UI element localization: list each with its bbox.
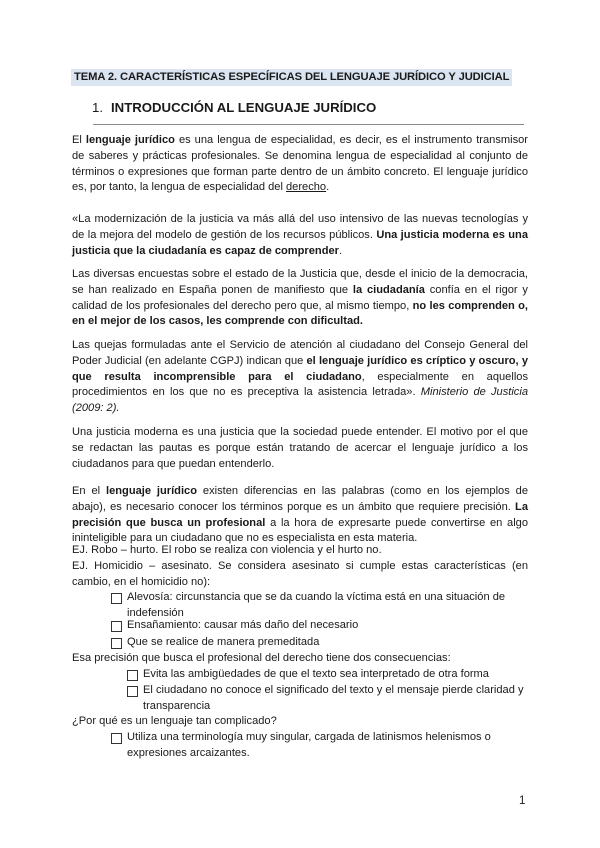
example-homicidio-asesinato: EJ. Homicidio – asesinato. Se considera asesinato si cumple estas características (en cambio, en el homicidio no): xyxy=(72,560,528,588)
paragraph-modern-justice: Una justicia moderna es una justicia que la sociedad puede entender. El motivo por el que se redactan las pautas es porque están tratando de acercar el lenguaje jurídico a los ciudadanos para que puedan entenderlo. xyxy=(72,426,528,470)
checkbox-icon[interactable] xyxy=(111,733,122,744)
section-title: INTRODUCCIÓN AL LENGUAJE JURÍDICO xyxy=(111,100,377,115)
example-robo-hurto: EJ. Robo – hurto. El robo se realiza con violencia y el hurto no. xyxy=(72,544,382,556)
paragraph-definition: El lenguaje jurídico es una lengua de especialidad, es decir, es el instrumento transmisor de saberes y prácticas profesionales. Se denomina lengua de especialidad al conjunto de términos o expresiones que forman parte dentro de un ámbito concreto. El lenguaje jurídico es, por tanto, la lengua de especialidad del derecho. xyxy=(72,134,528,194)
paragraph-precision: En el lenguaje jurídico existen diferencias en las palabras (como en los ejemplos de abajo), es necesario conocer los términos porque es un ámbito que requiere precisión. La precisión que busca un profesional a la hora de expresarte puede convertirse en algo ininteligible para un ciudadano que no es especialista en esta materia. xyxy=(72,485,529,545)
checkbox-icon[interactable] xyxy=(127,670,138,681)
checklist-item: Ensañamiento: causar más daño del necesario xyxy=(111,618,511,634)
checkbox-icon[interactable] xyxy=(127,686,138,697)
section-heading xyxy=(92,99,376,117)
paragraph-complaints: Las quejas formuladas ante el Servicio de atención al ciudadano del Consejo General del Poder Judicial (en adelante CGPJ) indican que el lenguaje jurídico es críptico y oscuro, y que resulta incomprensible para el ciudadano, especialmente en aquellos procedimientos en los que no es preceptiva la asistencia letrada». Ministerio de Justicia (2009: 2). xyxy=(72,339,528,415)
document-title: TEMA 2. CARACTERÍSTICAS ESPECÍFICAS DEL LENGUAJE JURÍDICO Y JUDICIAL xyxy=(71,69,512,86)
checklist-item: Utiliza una terminología muy singular, cargada de latinismos helenismos o expresiones arcaizantes. xyxy=(111,730,506,762)
heading-underline xyxy=(93,124,524,125)
page-number: 1 xyxy=(519,795,526,807)
link-derecho[interactable]: derecho xyxy=(286,181,327,194)
paragraph-quote: «La modernización de la justicia va más allá del uso intensivo de las nuevas tecnologías y de la mejora del modelo de gestión de los recursos públicos. Una justicia moderna es una justicia que la ciudadanía es capaz de comprender. xyxy=(72,213,528,257)
question-line: ¿Por qué es un lenguaje tan complicado? xyxy=(72,715,277,727)
checklist-item: El ciudadano no conoce el significado del texto y el mensaje pierde claridad y transparencia xyxy=(127,683,532,715)
checkbox-icon[interactable] xyxy=(111,638,122,649)
checkbox-icon[interactable] xyxy=(111,621,122,632)
paragraph-surveys: Las diversas encuestas sobre el estado de la Justicia que, desde el inicio de la democracia, se han realizado en España ponen de manifiesto que la ciudadanía confía en el rigor y calidad de los profesionales del derecho pero que, al mismo tiempo, no les comprenden o, en el mejor de los casos, les comprende con dificultad. xyxy=(72,268,529,328)
consequences-intro: Esa precisión que busca el profesional del derecho tiene dos consecuencias: xyxy=(72,652,451,664)
checkbox-icon[interactable] xyxy=(111,593,122,604)
bold-term: lenguaje jurídico xyxy=(85,134,175,146)
section-number: 1. xyxy=(92,100,103,115)
checklist-item: Evita las ambigüedades de que el texto sea interpretado de otra forma xyxy=(127,667,532,683)
checklist-item: Alevosía: circunstancia que se da cuando la víctima está en una situación de indefensión xyxy=(111,590,511,622)
citation: Ministerio de Justicia (2009: 2). xyxy=(72,386,528,415)
checklist-item: Que se realice de manera premeditada xyxy=(111,635,511,651)
